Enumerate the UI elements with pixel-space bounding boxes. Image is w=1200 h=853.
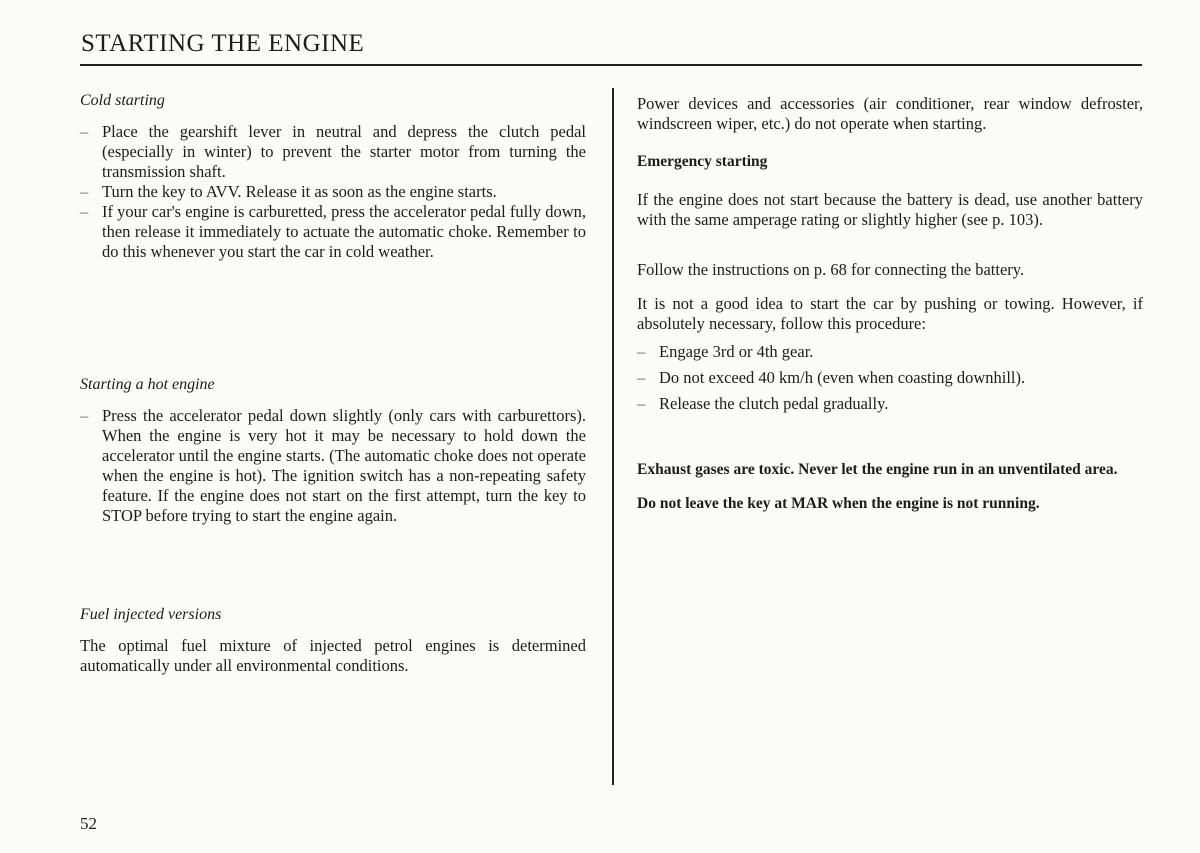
key-warning: Do not leave the key at MAR when the engine is not running. (637, 495, 1040, 512)
list-item-text: If your car's engine is carburetted, press the accelerator pedal fully down, then release it immediately to actuate the automatic choke. Remember to do this whenever you start the car in cold weather. (102, 202, 586, 261)
hot-engine-heading: Starting a hot engine (80, 376, 215, 393)
emergency-text-2: Follow the instructions on p. 68 for connecting the battery. (637, 260, 1025, 279)
exhaust-warning: Exhaust gases are toxic. Never let the engine run in an unventilated area. (637, 461, 1118, 478)
page-number: 52 (80, 814, 97, 833)
list-item-text: Press the accelerator pedal down slightly (only cars with carburettors). When the engine is very hot it may be necessary to hold down the accelerator until the engine starts. (The automatic choke does not operate when the engine is hot). The ignition switch has a non-repeating safety feature. If the engine does not start on the first attempt, turn the key to STOP before trying to start the engine again. (102, 406, 586, 525)
hot-engine-list (80, 406, 586, 526)
list-item: – If your car's engine is carburetted, press the accelerator pedal fully down, then release it immediately to actuate the automatic choke. Remember to do this whenever you start the car in cold weather. (80, 202, 586, 261)
list-item: – Place the gearshift lever in neutral and depress the clutch pedal (especially in winter) to prevent the starter motor from turning the transmission shaft. (80, 122, 586, 181)
list-item: – Turn the key to AVV. Release it as soon as the engine starts. (80, 182, 497, 201)
page-title: STARTING THE ENGINE (81, 30, 365, 57)
cold-starting-list (80, 122, 586, 262)
list-item-text: Place the gearshift lever in neutral and depress the clutch pedal (especially in winter) to prevent the starter motor from turning the transmission shaft. (102, 122, 586, 181)
list-item: – Do not exceed 40 km/h (even when coasting downhill). (637, 368, 1026, 387)
list-item: – Press the accelerator pedal down slightly (only cars with carburettors). When the engine is very hot it may be necessary to hold down the accelerator until the engine starts. (The automatic choke does not operate when the engine is hot). The ignition switch has a non-repeating safety feature. If the engine does not start on the first attempt, turn the key to STOP before trying to start the engine again. (80, 406, 586, 525)
list-item-text: Engage 3rd or 4th gear. (659, 342, 814, 361)
list-item: – Engage 3rd or 4th gear. (637, 342, 814, 361)
column-divider (612, 88, 614, 785)
emergency-text-3: It is not a good idea to start the car by pushing or towing. However, if absolutely necessary, follow this procedure: (637, 294, 1143, 333)
right-column (637, 94, 1143, 514)
fuel-injected-text: The optimal fuel mixture of injected petrol engines is determined automatically under all environmental conditions. (80, 636, 586, 675)
emergency-steps (637, 342, 1143, 414)
list-item-text: Release the clutch pedal gradually. (659, 394, 889, 413)
list-item-text: Turn the key to AVV. Release it as soon as the engine starts. (102, 182, 497, 201)
cold-starting-heading: Cold starting (80, 92, 165, 109)
left-column (80, 92, 586, 676)
title-rule (80, 64, 1142, 66)
list-item-text: Do not exceed 40 km/h (even when coasting downhill). (659, 368, 1026, 387)
fuel-injected-heading: Fuel injected versions (80, 606, 222, 623)
list-item: – Release the clutch pedal gradually. (637, 394, 889, 413)
emergency-starting-heading: Emergency starting (637, 153, 768, 170)
emergency-text-1: If the engine does not start because the battery is dead, use another battery with the same amperage rating or slightly higher (see p. 103). (637, 190, 1143, 229)
intro-text: Power devices and accessories (air conditioner, rear window defroster, windscreen wiper, etc.) do not operate when starting. (637, 94, 1143, 133)
